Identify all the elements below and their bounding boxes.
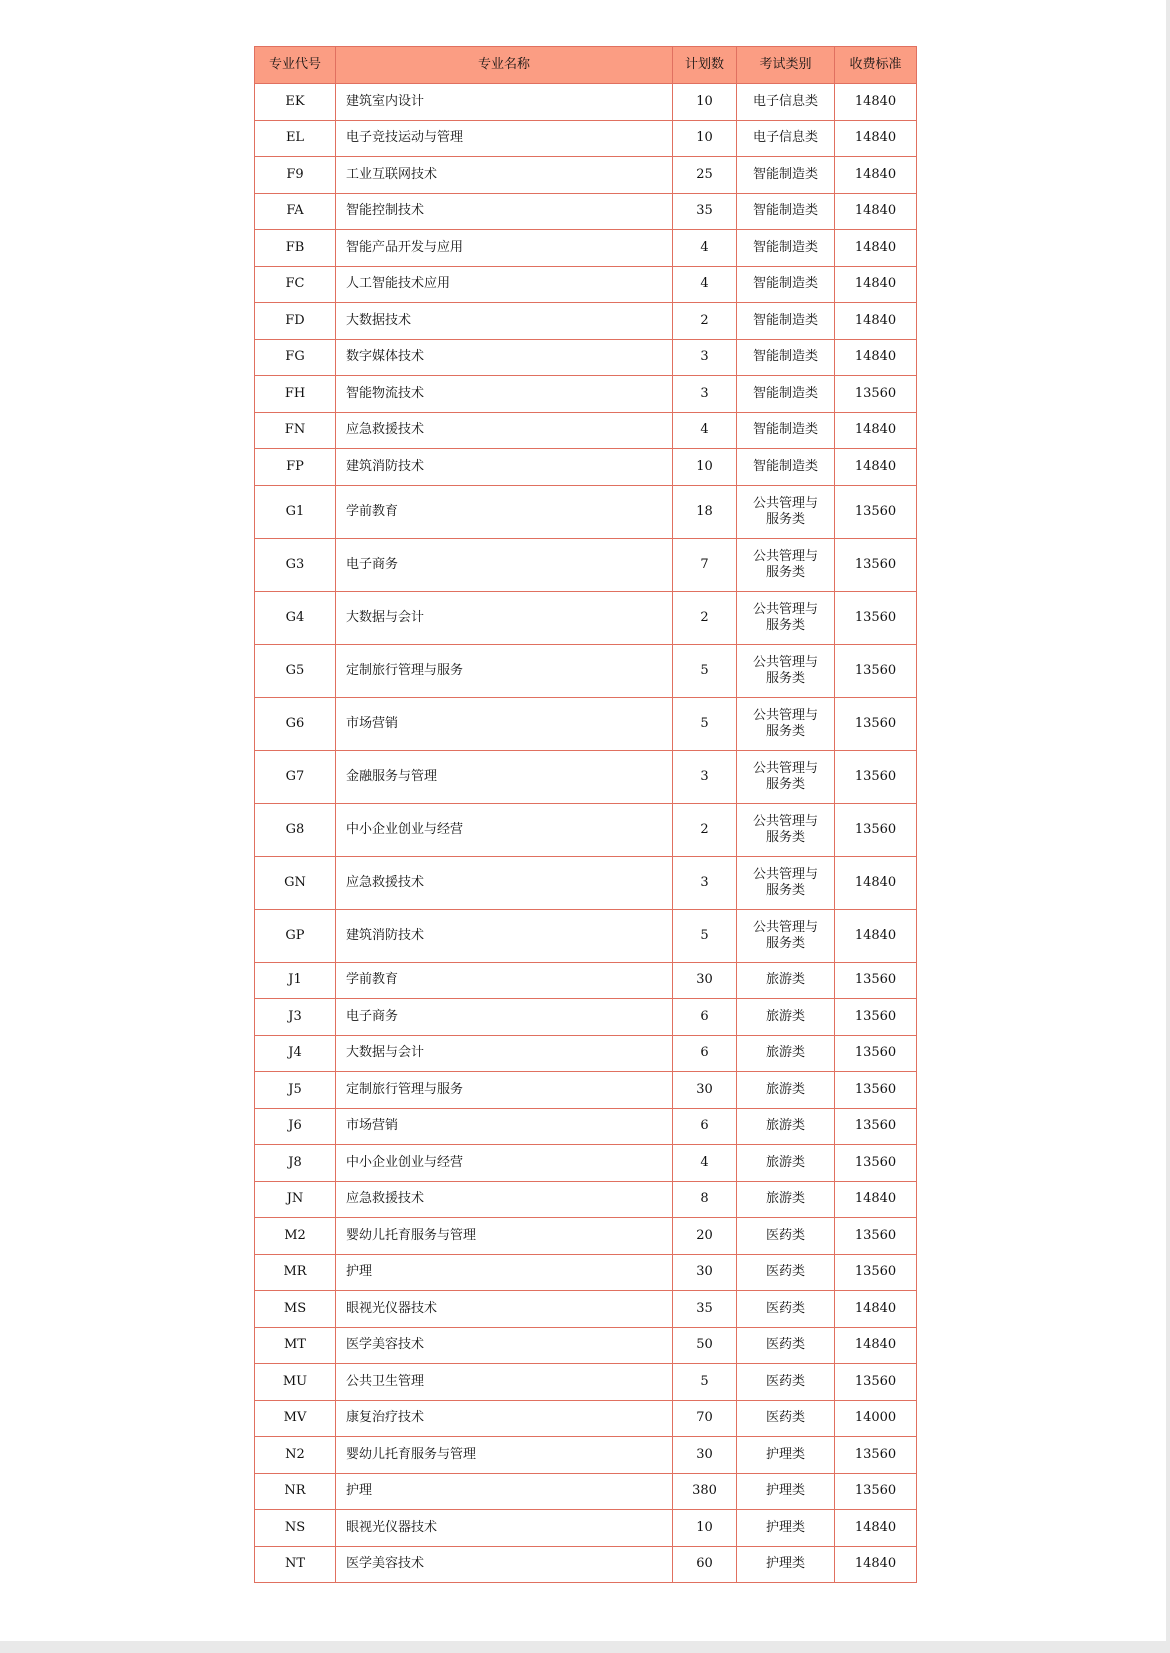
cell-category	[737, 84, 835, 121]
category-text: 护理类	[765, 1519, 805, 1535]
table-row	[255, 157, 917, 194]
category-text: 公共管理与服务类	[752, 866, 818, 898]
category-text: 公共管理与服务类	[752, 601, 818, 633]
cell-plan: 30	[673, 962, 737, 999]
cell-fee: 14840	[835, 1291, 917, 1328]
cell-plan: 8	[673, 1181, 737, 1218]
cell-name: 公共卫生管理	[336, 1364, 673, 1401]
category-text: 智能制造类	[752, 312, 818, 328]
cell-plan: 5	[673, 697, 737, 750]
cell-fee: 13560	[835, 803, 917, 856]
category-text: 公共管理与服务类	[752, 813, 818, 845]
category-text: 智能制造类	[752, 239, 818, 255]
cell-fee: 14840	[835, 120, 917, 157]
cell-category	[737, 1291, 835, 1328]
cell-name: 金融服务与管理	[336, 750, 673, 803]
cell-plan: 6	[673, 1035, 737, 1072]
cell-fee: 14840	[835, 230, 917, 267]
cell-fee: 14000	[835, 1400, 917, 1437]
cell-plan: 70	[673, 1400, 737, 1437]
cell-plan: 5	[673, 1364, 737, 1401]
cell-code: FP	[255, 449, 336, 486]
cell-category	[737, 1254, 835, 1291]
cell-code: G7	[255, 750, 336, 803]
cell-fee: 13560	[835, 1145, 917, 1182]
table-row	[255, 1327, 917, 1364]
category-text: 护理类	[765, 1556, 805, 1572]
cell-name: 中小企业创业与经营	[336, 1145, 673, 1182]
cell-code: J8	[255, 1145, 336, 1182]
table-row	[255, 120, 917, 157]
cell-plan: 6	[673, 999, 737, 1036]
cell-code: EL	[255, 120, 336, 157]
cell-category	[737, 449, 835, 486]
cell-plan: 3	[673, 339, 737, 376]
cell-name: 眼视光仪器技术	[336, 1510, 673, 1547]
cell-code: FB	[255, 230, 336, 267]
cell-category	[737, 1400, 835, 1437]
cell-plan: 2	[673, 803, 737, 856]
category-text: 公共管理与服务类	[752, 495, 818, 527]
cell-code: NR	[255, 1473, 336, 1510]
category-text: 医药类	[765, 1300, 805, 1316]
table-row	[255, 412, 917, 449]
table-row	[255, 1181, 917, 1218]
table-row	[255, 1364, 917, 1401]
cell-category	[737, 1145, 835, 1182]
cell-fee: 13560	[835, 750, 917, 803]
cell-name: 电子商务	[336, 538, 673, 591]
category-text: 智能制造类	[752, 203, 818, 219]
category-text: 医药类	[765, 1337, 805, 1353]
cell-plan: 10	[673, 84, 737, 121]
table-row	[255, 962, 917, 999]
cell-code: J6	[255, 1108, 336, 1145]
cell-name: 学前教育	[336, 962, 673, 999]
cell-category	[737, 962, 835, 999]
cell-code: GN	[255, 856, 336, 909]
cell-fee: 13560	[835, 962, 917, 999]
cell-code: G4	[255, 591, 336, 644]
table-row	[255, 1254, 917, 1291]
cell-plan: 25	[673, 157, 737, 194]
cell-name: 医学美容技术	[336, 1327, 673, 1364]
cell-fee: 14840	[835, 1546, 917, 1583]
table-row	[255, 303, 917, 340]
table-row	[255, 697, 917, 750]
cell-plan: 50	[673, 1327, 737, 1364]
cell-name: 大数据技术	[336, 303, 673, 340]
cell-plan: 3	[673, 376, 737, 413]
cell-name: 医学美容技术	[336, 1546, 673, 1583]
table-row	[255, 193, 917, 230]
cell-fee: 14840	[835, 1327, 917, 1364]
cell-fee: 14840	[835, 303, 917, 340]
cell-fee: 14840	[835, 157, 917, 194]
cell-category	[737, 193, 835, 230]
cell-name: 工业互联网技术	[336, 157, 673, 194]
category-text: 医药类	[765, 1373, 805, 1389]
table-header-row	[255, 47, 917, 84]
cell-name: 应急救援技术	[336, 412, 673, 449]
cell-fee: 13560	[835, 591, 917, 644]
cell-code: MR	[255, 1254, 336, 1291]
category-text: 电子信息类	[752, 93, 818, 109]
cell-plan: 10	[673, 120, 737, 157]
cell-category	[737, 485, 835, 538]
table-row	[255, 1072, 917, 1109]
cell-category	[737, 303, 835, 340]
category-text: 旅游类	[765, 1118, 805, 1134]
category-text: 旅游类	[765, 1081, 805, 1097]
cell-category	[737, 1510, 835, 1547]
cell-fee: 13560	[835, 376, 917, 413]
cell-fee: 13560	[835, 485, 917, 538]
table-row	[255, 230, 917, 267]
header-code: 专业代号	[255, 47, 336, 84]
cell-fee: 14840	[835, 339, 917, 376]
cell-fee: 14840	[835, 84, 917, 121]
cell-plan: 18	[673, 485, 737, 538]
cell-name: 大数据与会计	[336, 591, 673, 644]
table-row	[255, 1291, 917, 1328]
table-row	[255, 1437, 917, 1474]
category-text: 公共管理与服务类	[752, 919, 818, 951]
cell-plan: 2	[673, 303, 737, 340]
cell-plan: 6	[673, 1108, 737, 1145]
cell-code: FN	[255, 412, 336, 449]
cell-name: 应急救援技术	[336, 856, 673, 909]
category-text: 护理类	[765, 1446, 805, 1462]
cell-category	[737, 1437, 835, 1474]
cell-fee: 13560	[835, 1473, 917, 1510]
cell-name: 建筑室内设计	[336, 84, 673, 121]
cell-code: NT	[255, 1546, 336, 1583]
cell-category	[737, 1364, 835, 1401]
header-name: 专业名称	[336, 47, 673, 84]
cell-code: FA	[255, 193, 336, 230]
cell-category	[737, 644, 835, 697]
cell-code: MU	[255, 1364, 336, 1401]
cell-code: G5	[255, 644, 336, 697]
cell-category	[737, 909, 835, 962]
table-row	[255, 449, 917, 486]
cell-fee: 13560	[835, 1108, 917, 1145]
cell-plan: 5	[673, 644, 737, 697]
cell-plan: 30	[673, 1072, 737, 1109]
cell-category	[737, 157, 835, 194]
cell-name: 康复治疗技术	[336, 1400, 673, 1437]
table-row	[255, 1218, 917, 1255]
cell-plan: 10	[673, 1510, 737, 1547]
header-category: 考试类别	[737, 47, 835, 84]
cell-plan: 3	[673, 750, 737, 803]
cell-plan: 7	[673, 538, 737, 591]
table-row	[255, 750, 917, 803]
cell-category	[737, 538, 835, 591]
category-text: 公共管理与服务类	[752, 548, 818, 580]
table-row	[255, 909, 917, 962]
table-row	[255, 803, 917, 856]
table-row	[255, 339, 917, 376]
cell-code: G6	[255, 697, 336, 750]
table-body	[255, 84, 917, 1583]
cell-code: G1	[255, 485, 336, 538]
cell-category	[737, 803, 835, 856]
category-text: 智能制造类	[752, 385, 818, 401]
cell-fee: 14840	[835, 449, 917, 486]
cell-category	[737, 412, 835, 449]
cell-name: 护理	[336, 1254, 673, 1291]
cell-name: 数字媒体技术	[336, 339, 673, 376]
category-text: 公共管理与服务类	[752, 654, 818, 686]
cell-category	[737, 266, 835, 303]
cell-name: 眼视光仪器技术	[336, 1291, 673, 1328]
cell-plan: 20	[673, 1218, 737, 1255]
cell-fee: 13560	[835, 697, 917, 750]
cell-category	[737, 376, 835, 413]
cell-plan: 4	[673, 266, 737, 303]
category-text: 旅游类	[765, 1008, 805, 1024]
cell-category	[737, 1327, 835, 1364]
table-row	[255, 1473, 917, 1510]
category-text: 智能制造类	[752, 458, 818, 474]
cell-code: J3	[255, 999, 336, 1036]
cell-category	[737, 591, 835, 644]
cell-category	[737, 1035, 835, 1072]
header-fee: 收费标准	[835, 47, 917, 84]
cell-category	[737, 999, 835, 1036]
table-row	[255, 1108, 917, 1145]
cell-fee: 13560	[835, 1072, 917, 1109]
cell-plan: 4	[673, 1145, 737, 1182]
table-row	[255, 376, 917, 413]
table-row	[255, 1400, 917, 1437]
cell-code: JN	[255, 1181, 336, 1218]
cell-fee: 13560	[835, 1364, 917, 1401]
cell-code: NS	[255, 1510, 336, 1547]
table-row	[255, 84, 917, 121]
category-text: 智能制造类	[752, 349, 818, 365]
cell-code: FD	[255, 303, 336, 340]
cell-code: MS	[255, 1291, 336, 1328]
cell-name: 人工智能技术应用	[336, 266, 673, 303]
cell-category	[737, 120, 835, 157]
cell-code: FC	[255, 266, 336, 303]
cell-code: G3	[255, 538, 336, 591]
cell-name: 建筑消防技术	[336, 449, 673, 486]
table-row	[255, 1035, 917, 1072]
category-text: 护理类	[765, 1483, 805, 1499]
category-text: 旅游类	[765, 1045, 805, 1061]
cell-name: 智能控制技术	[336, 193, 673, 230]
cell-category	[737, 750, 835, 803]
cell-category	[737, 856, 835, 909]
cell-code: M2	[255, 1218, 336, 1255]
cell-category	[737, 1473, 835, 1510]
table-row	[255, 999, 917, 1036]
cell-code: J4	[255, 1035, 336, 1072]
cell-plan: 2	[673, 591, 737, 644]
cell-category	[737, 1072, 835, 1109]
cell-name: 中小企业创业与经营	[336, 803, 673, 856]
cell-plan: 5	[673, 909, 737, 962]
cell-name: 电子竞技运动与管理	[336, 120, 673, 157]
cell-category	[737, 1108, 835, 1145]
cell-code: F9	[255, 157, 336, 194]
cell-category	[737, 339, 835, 376]
cell-plan: 30	[673, 1437, 737, 1474]
category-text: 医药类	[765, 1410, 805, 1426]
cell-plan: 60	[673, 1546, 737, 1583]
cell-code: G8	[255, 803, 336, 856]
category-text: 公共管理与服务类	[752, 707, 818, 739]
cell-code: MV	[255, 1400, 336, 1437]
category-text: 电子信息类	[752, 130, 818, 146]
table-row	[255, 1145, 917, 1182]
cell-category	[737, 1546, 835, 1583]
cell-code: N2	[255, 1437, 336, 1474]
category-text: 智能制造类	[752, 166, 818, 182]
cell-fee: 14840	[835, 856, 917, 909]
cell-fee: 14840	[835, 1510, 917, 1547]
cell-fee: 13560	[835, 999, 917, 1036]
cell-plan: 4	[673, 230, 737, 267]
cell-name: 定制旅行管理与服务	[336, 1072, 673, 1109]
cell-code: J5	[255, 1072, 336, 1109]
category-text: 智能制造类	[752, 422, 818, 438]
table-row	[255, 485, 917, 538]
cell-name: 智能产品开发与应用	[336, 230, 673, 267]
cell-plan: 30	[673, 1254, 737, 1291]
table-row	[255, 538, 917, 591]
cell-fee: 13560	[835, 644, 917, 697]
cell-name: 学前教育	[336, 485, 673, 538]
cell-code: MT	[255, 1327, 336, 1364]
cell-code: FG	[255, 339, 336, 376]
category-text: 医药类	[765, 1264, 805, 1280]
category-text: 公共管理与服务类	[752, 760, 818, 792]
cell-plan: 10	[673, 449, 737, 486]
cell-code: J1	[255, 962, 336, 999]
cell-category	[737, 697, 835, 750]
cell-name: 应急救援技术	[336, 1181, 673, 1218]
category-text: 智能制造类	[752, 276, 818, 292]
table-row	[255, 1510, 917, 1547]
cell-fee: 14840	[835, 266, 917, 303]
cell-fee: 14840	[835, 193, 917, 230]
enrollment-plan-table	[254, 46, 917, 1583]
cell-category	[737, 1218, 835, 1255]
table-row	[255, 644, 917, 697]
cell-category	[737, 1181, 835, 1218]
table-row	[255, 591, 917, 644]
cell-plan: 35	[673, 193, 737, 230]
cell-name: 定制旅行管理与服务	[336, 644, 673, 697]
cell-name: 大数据与会计	[336, 1035, 673, 1072]
cell-plan: 380	[673, 1473, 737, 1510]
cell-fee: 13560	[835, 538, 917, 591]
cell-plan: 4	[673, 412, 737, 449]
cell-fee: 13560	[835, 1254, 917, 1291]
cell-code: GP	[255, 909, 336, 962]
category-text: 旅游类	[765, 1191, 805, 1207]
category-text: 旅游类	[765, 972, 805, 988]
cell-name: 婴幼儿托育服务与管理	[336, 1218, 673, 1255]
cell-name: 智能物流技术	[336, 376, 673, 413]
cell-fee: 13560	[835, 1035, 917, 1072]
cell-plan: 3	[673, 856, 737, 909]
cell-fee: 14840	[835, 412, 917, 449]
cell-fee: 13560	[835, 1218, 917, 1255]
cell-name: 婴幼儿托育服务与管理	[336, 1437, 673, 1474]
table-row	[255, 266, 917, 303]
cell-name: 护理	[336, 1473, 673, 1510]
category-text: 医药类	[765, 1227, 805, 1243]
cell-code: FH	[255, 376, 336, 413]
cell-fee: 14840	[835, 1181, 917, 1218]
header-plan: 计划数	[673, 47, 737, 84]
category-text: 旅游类	[765, 1154, 805, 1170]
table-row	[255, 856, 917, 909]
table-row	[255, 1546, 917, 1583]
cell-name: 市场营销	[336, 1108, 673, 1145]
cell-plan: 35	[673, 1291, 737, 1328]
cell-name: 市场营销	[336, 697, 673, 750]
cell-fee: 13560	[835, 1437, 917, 1474]
cell-category	[737, 230, 835, 267]
cell-name: 电子商务	[336, 999, 673, 1036]
cell-fee: 14840	[835, 909, 917, 962]
cell-name: 建筑消防技术	[336, 909, 673, 962]
cell-code: EK	[255, 84, 336, 121]
